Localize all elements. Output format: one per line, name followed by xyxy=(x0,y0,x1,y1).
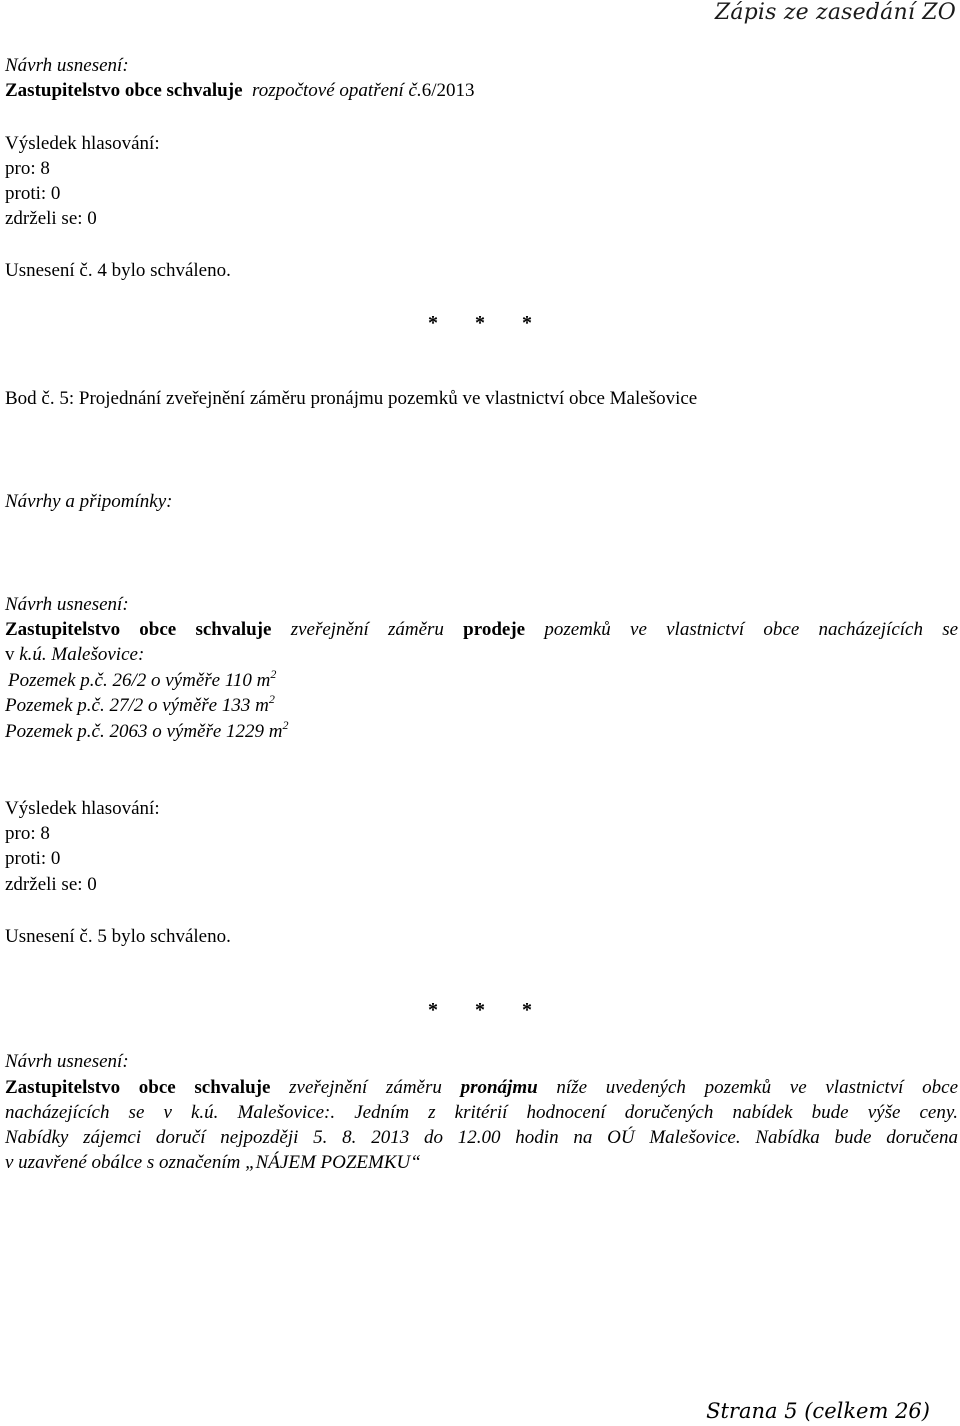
resolution-subject: Zastupitelstvo obce schvaluje xyxy=(5,80,243,101)
vote-abstain: zdrželi se: 0 xyxy=(5,208,97,229)
proposal-label: Návrh usnesení: xyxy=(5,1051,129,1072)
divider-star: * xyxy=(475,312,485,334)
resolution-object: zveřejnění záměru xyxy=(289,1077,442,1098)
plot-item: Pozemek p.č. 27/2 o výměře 133 $m^2$ xyxy=(5,692,275,716)
vote-for: pro: 8 xyxy=(5,158,50,179)
vote-label: Výsledek hlasování: xyxy=(5,133,160,154)
resolution-action: prodeje xyxy=(463,619,526,640)
vote-against: proti: 0 xyxy=(5,848,61,869)
divider-star: * xyxy=(522,999,532,1021)
resolution-result: Usnesení č. 4 bylo schváleno. xyxy=(5,260,231,281)
plot-item: Pozemek p.č. 26/2 o výměře 110 $m^2$ xyxy=(8,667,277,691)
proposal-label: Návrh usnesení: xyxy=(5,55,129,76)
section-divider xyxy=(428,997,569,1023)
resolution-object-rest: níže uvedených pozemků ve vlastnictví obce xyxy=(556,1077,959,1098)
vote-abstain: zdrželi se: 0 xyxy=(5,874,97,895)
resolution-text xyxy=(5,1075,958,1101)
resolution-action: pronájmu xyxy=(460,1077,538,1098)
resolution-text-line2 xyxy=(5,642,144,668)
vote-for: pro: 8 xyxy=(5,823,50,844)
resolution-subject: Zastupitelstvo obce schvaluje xyxy=(5,1077,271,1098)
divider-star: * xyxy=(428,999,438,1021)
resolution-text-line2: nacházejících se v k.ú. Malešovice:. Jedním z kritérií hodnocení doručených nabídek bude výše ceny. xyxy=(5,1102,958,1123)
agenda-item-title: Bod č. 5: Projednání zveřejnění záměru pronájmu pozemků ve vlastnictví obce Malešovice xyxy=(5,388,698,409)
comments-label: Návrhy a připomínky: xyxy=(5,491,173,512)
proposal-label: Návrh usnesení: xyxy=(5,594,129,615)
resolution-text-line3: Nabídky zájemci doručí nejpozději 5. 8. 2013 do 12.00 hodin na OÚ Malešovice. Nabídka bude doručena xyxy=(5,1127,958,1148)
resolution-subject: Zastupitelstvo obce schvaluje xyxy=(5,619,272,640)
resolution-text xyxy=(5,617,958,643)
cadastral-area: k.ú. Malešovice: xyxy=(19,644,145,665)
page-header: Zápis ze zasedání ZO xyxy=(714,0,956,25)
resolution-object: zveřejnění záměru xyxy=(290,619,444,640)
plot-item: Pozemek p.č. 2063 o výměře 1229 $m^2$ xyxy=(5,718,289,742)
page-number: Strana 5 (celkem 26) xyxy=(706,1399,930,1423)
divider-star: * xyxy=(428,312,438,334)
divider-star: * xyxy=(522,312,532,334)
resolution-text xyxy=(5,78,475,104)
vote-label: Výsledek hlasování: xyxy=(5,798,160,819)
vote-against: proti: 0 xyxy=(5,183,61,204)
resolution-object: rozpočtové opatření č. xyxy=(252,80,422,101)
section-divider xyxy=(428,310,569,336)
resolution-text-line4: v uzavřené obálce s označením „NÁJEM POZEMKU“ xyxy=(5,1152,421,1173)
resolution-prefix: v xyxy=(5,644,15,665)
divider-star: * xyxy=(475,999,485,1021)
resolution-number: 6/2013 xyxy=(421,80,475,101)
resolution-result: Usnesení č. 5 bylo schváleno. xyxy=(5,926,231,947)
resolution-object-rest: pozemků ve vlastnictví obce nacházejících se xyxy=(544,619,959,640)
